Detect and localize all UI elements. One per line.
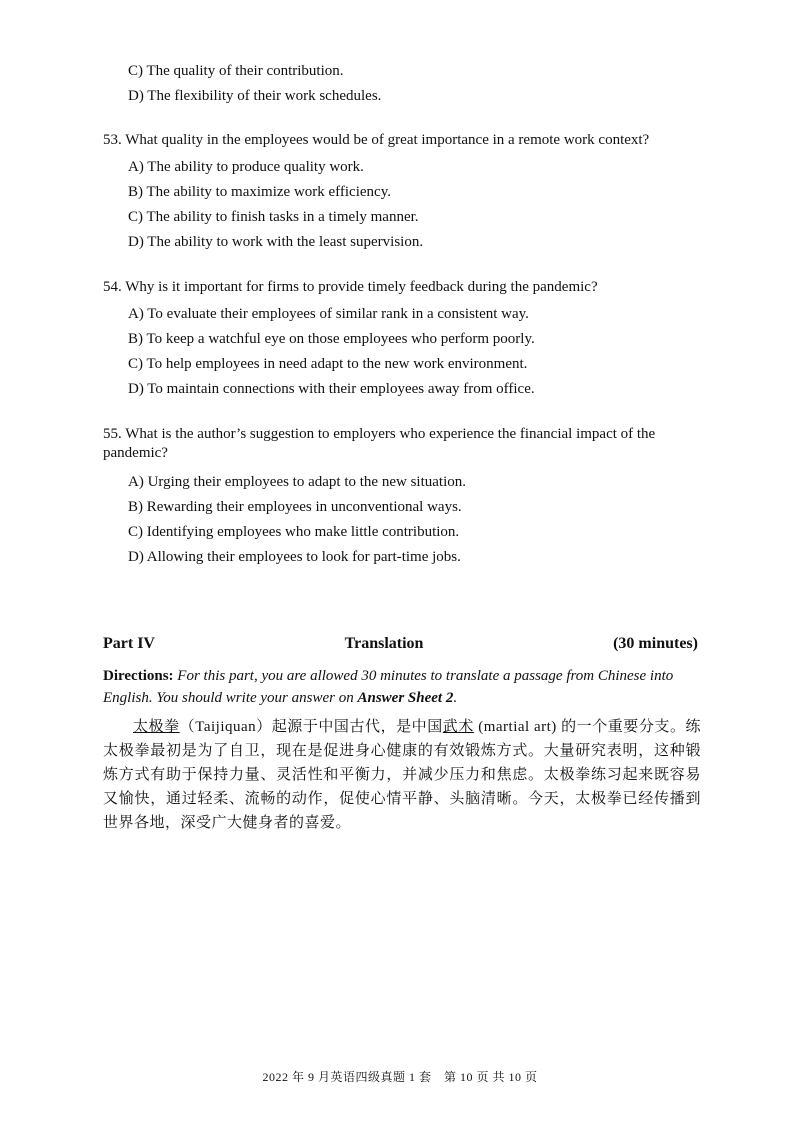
question-55-option-d: D) Allowing their employees to look for part-time jobs. [128, 549, 461, 565]
question-54-option-b: B) To keep a watchful eye on those employees who perform poorly. [128, 331, 535, 347]
answer-sheet-reference: Answer Sheet 2 [357, 690, 454, 706]
directions-label: Directions: [103, 668, 174, 684]
part-time: (30 minutes) [613, 635, 698, 652]
part-title: Translation [344, 635, 424, 652]
question-53-option-a: A) The ability to produce quality work. [128, 159, 364, 175]
question-53-stem: 53. What quality in the employees would be of great importance in a remote work context? [103, 132, 650, 148]
question-55-stem: 55. What is the author’s suggestion to employers who experience the financial impact of the pandemic? [103, 426, 656, 461]
directions-text: For this part, you are allowed 30 minutes to translate a passage from Chinese into English. You should write your answer on [103, 668, 674, 706]
question-55-option-a: A) Urging their employees to adapt to the new situation. [128, 474, 466, 490]
directions-end: . [453, 690, 458, 706]
part-label: Part IV [103, 635, 155, 652]
term-martial-art: 武术 [442, 719, 474, 735]
directions [103, 665, 701, 709]
term-taijiquan: 太极拳 [133, 719, 180, 735]
question-53-option-c: C) The ability to finish tasks in a timely manner. [128, 209, 419, 225]
translation-passage [103, 715, 701, 835]
question-54-option-d: D) To maintain connections with their employees away from office. [128, 381, 535, 397]
question-53-option-b: B) The ability to maximize work efficiency. [128, 184, 391, 200]
question-54-option-c: C) To help employees in need adapt to the new work environment. [128, 356, 528, 372]
question-54-option-a: A) To evaluate their employees of similar rank in a consistent way. [128, 306, 529, 322]
part-header [103, 634, 698, 653]
passage-segment-2: (martial art) 的一个重要分支。练太极拳最初是为了自卫，现在是促进身心健康的有效锻炼方式。大量研究表明，这种锻炼方式有助于保持力量、灵活性和平衡力，并减少压力和焦虑。太极拳练习起来既容易又愉快，通过轻柔、流畅的动作，促使心情平静、头脑清晰。今天，太极拳已经传播到世界各地，深受广大健身者的喜爱。 [103, 719, 701, 831]
page-footer: 2022 年 9 月英语四级真题 1 套 第 10 页 共 10 页 [262, 1070, 538, 1084]
passage-segment-1: （Taijiquan）起源于中国古代，是中国 [179, 719, 443, 735]
question-55-option-b: B) Rewarding their employees in unconventional ways. [128, 499, 462, 515]
q52-option-d: D) The flexibility of their work schedules. [128, 88, 382, 104]
question-53-option-d: D) The ability to work with the least supervision. [128, 234, 424, 250]
q52-option-c: C) The quality of their contribution. [128, 63, 344, 79]
question-55-option-c: C) Identifying employees who make little contribution. [128, 524, 460, 540]
question-54-stem: 54. Why is it important for firms to provide timely feedback during the pandemic? [103, 279, 598, 295]
